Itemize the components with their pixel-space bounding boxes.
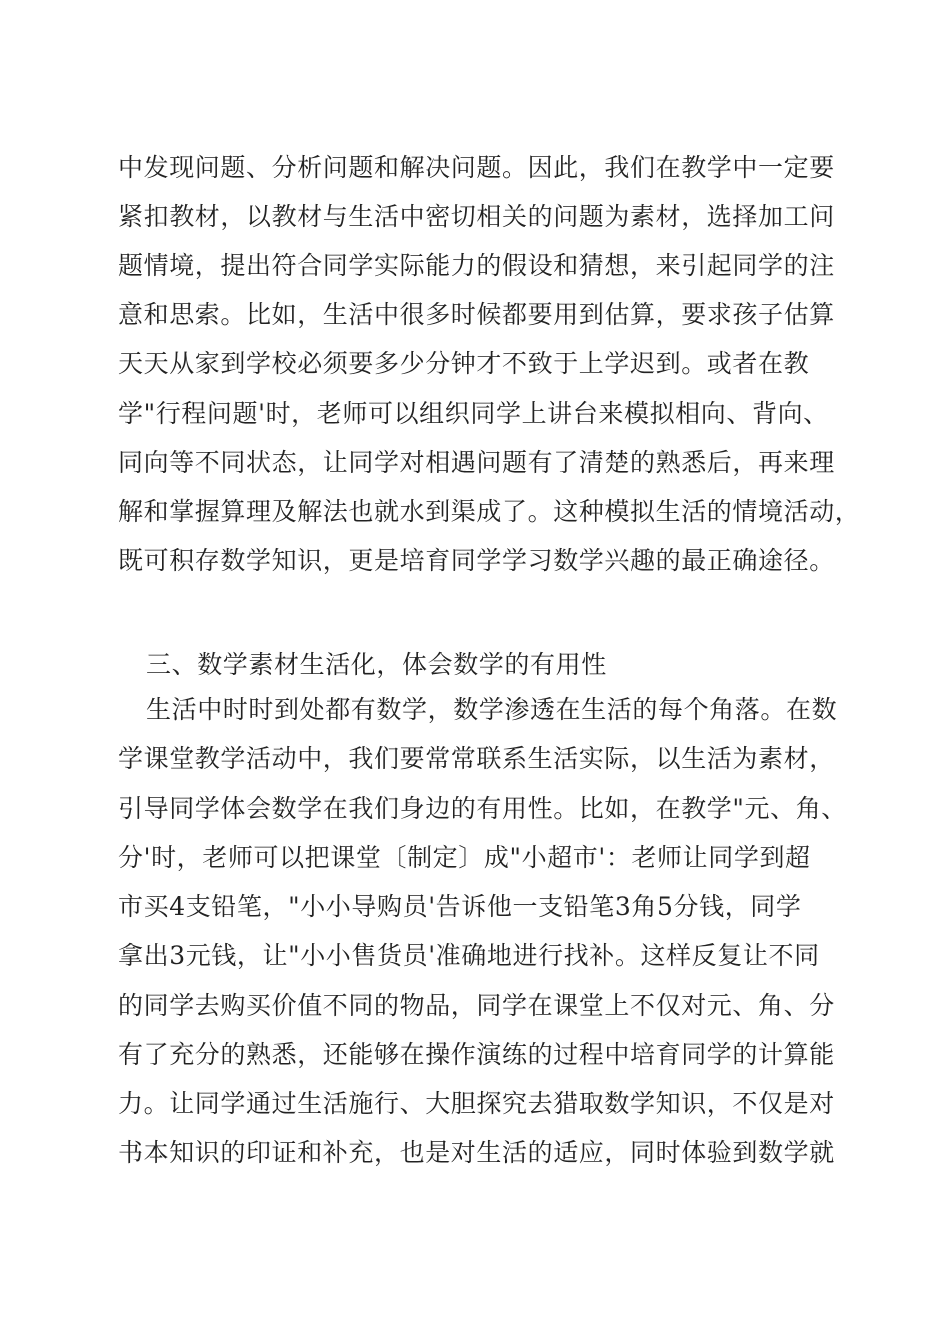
paragraph-2-line-5: 市买4支铅笔，"小小导购员'告诉他一支铅笔3角5分钱，同学 xyxy=(118,892,802,921)
paragraph-2-line-4: 分'时，老师可以把课堂〔制定〕成"小超市'：老师让同学到超 xyxy=(118,843,811,872)
paragraph-1-line-9: 既可积存数学知识，更是培育同学学习数学兴趣的最正确途径。 xyxy=(118,546,835,575)
paragraph-1-line-8: 解和掌握算理及解法也就水到渠成了。这种模拟生活的情境活动， xyxy=(118,497,861,526)
paragraph-1-line-6: 学"行程问题'时，老师可以组织同学上讲台来模拟相向、背向、 xyxy=(118,399,829,428)
paragraph-2-line-9: 力。让同学通过生活施行、大胆探究去猎取数学知识，不仅是对 xyxy=(118,1089,835,1118)
paragraph-2-line-6: 拿出3元钱，让"小小售货员'准确地进行找补。这样反复让不同 xyxy=(118,941,820,970)
paragraph-1-line-7: 同向等不同状态，让同学对相遇问题有了清楚的熟悉后，再来理 xyxy=(118,448,835,477)
paragraph-2-line-3: 引导同学体会数学在我们身边的有用性。比如，在教学"元、角、 xyxy=(118,794,847,823)
paragraph-2-line-8: 有了充分的熟悉，还能够在操作演练的过程中培育同学的计算能 xyxy=(118,1040,835,1069)
paragraph-2-line-10: 书本知识的印证和补充，也是对生活的适应，同时体验到数学就 xyxy=(118,1138,835,1167)
paragraph-1-line-5: 天天从家到学校必须要多少分钟才不致于上学迟到。或者在教 xyxy=(118,349,810,378)
paragraph-2-line-1: 生活中时时到处都有数学，数学渗透在生活的每个角落。在数 xyxy=(146,695,838,724)
section-heading: 三、数学素材生活化，体会数学的有用性 xyxy=(146,650,607,679)
paragraph-2-line-2: 学课堂教学活动中，我们要常常联系生活实际，以生活为素材， xyxy=(118,744,835,773)
paragraph-1-line-1: 中发现问题、分析问题和解决问题。因此，我们在教学中一定要 xyxy=(118,153,835,182)
paragraph-1-line-4: 意和思索。比如，生活中很多时候都要用到估算，要求孩子估算 xyxy=(118,300,835,329)
paragraph-2-line-7: 的同学去购买价值不同的物品，同学在课堂上不仅对元、角、分 xyxy=(118,991,835,1020)
paragraph-1-line-2: 紧扣教材，以教材与生活中密切相关的问题为素材，选择加工问 xyxy=(118,202,835,231)
paragraph-1-line-3: 题情境，提出符合同学实际能力的假设和猜想，来引起同学的注 xyxy=(118,251,835,280)
